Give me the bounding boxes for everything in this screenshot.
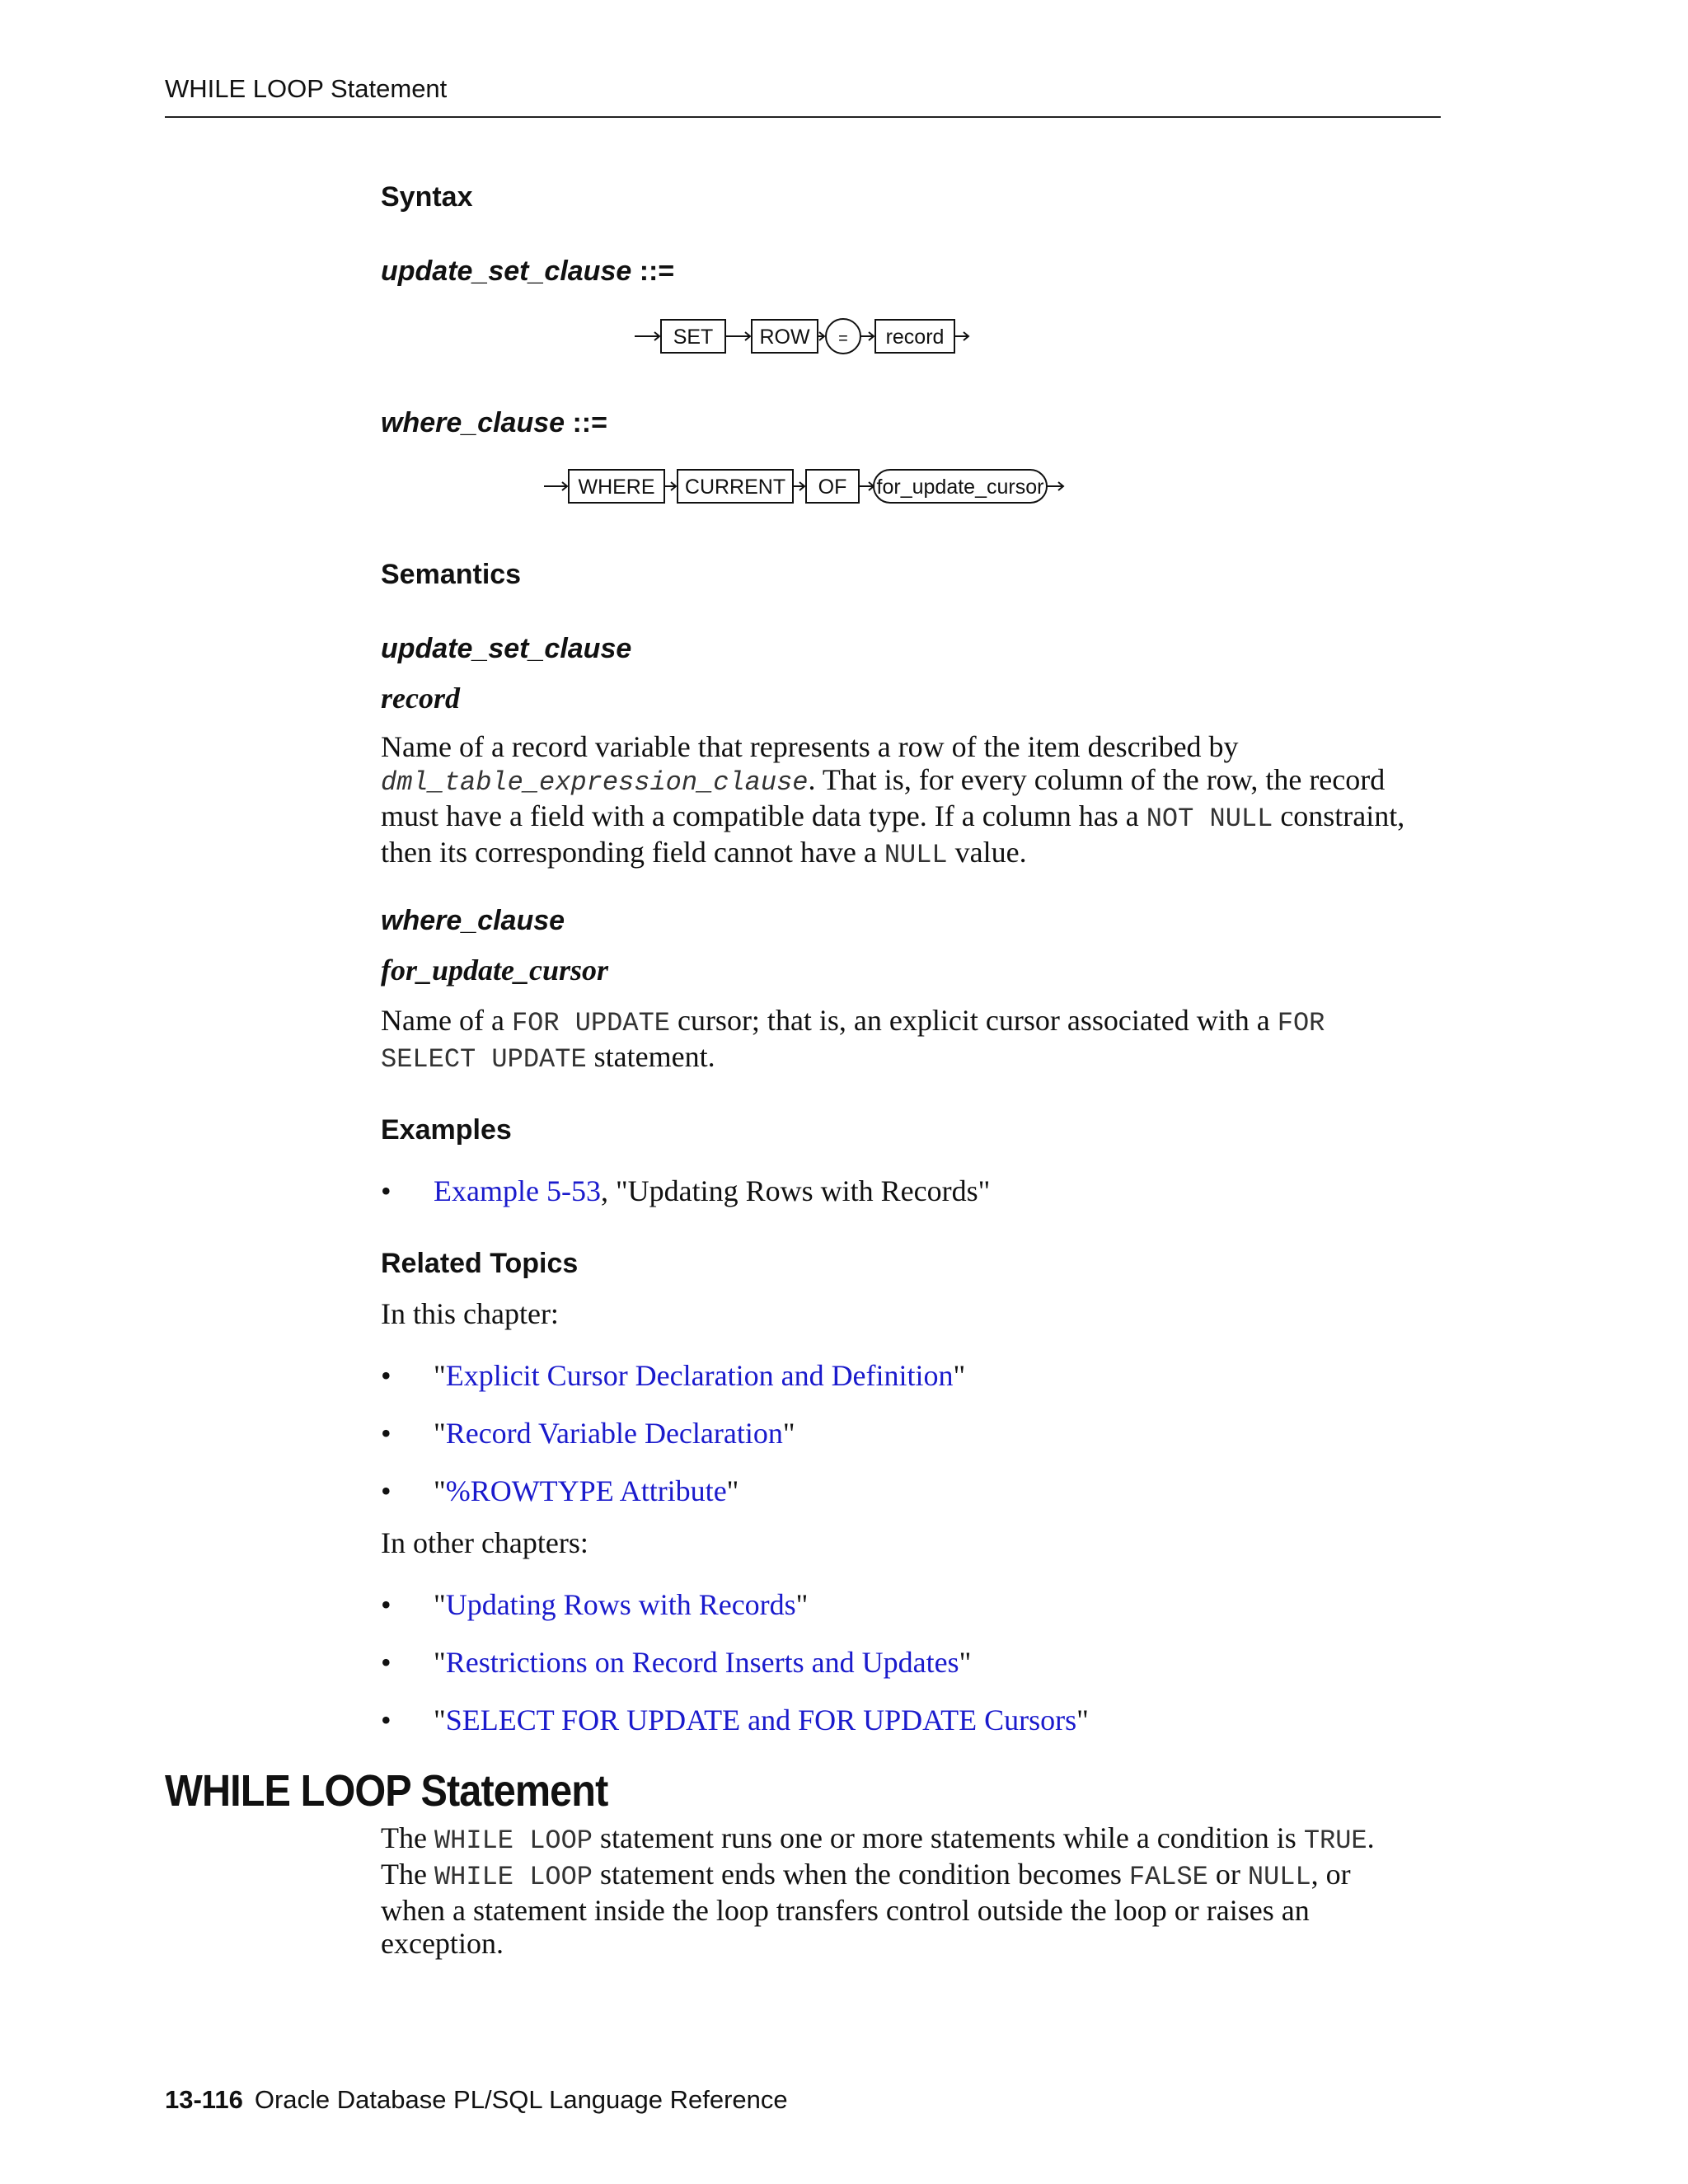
code-null: NULL [884,840,948,870]
where-clause-diagram [536,463,1071,513]
diagram-label-for-update-cursor: for_update_cursor [876,476,1044,499]
record-desc-line-4: then its corresponding field cannot have a NULL value. [381,836,1027,870]
production-name: update_set_clause [381,255,632,287]
syntax-heading: Syntax [381,181,473,213]
cursor-desc-line-1: Name of a FOR UPDATE cursor; that is, an explicit cursor associated with a FOR [381,1004,1325,1038]
example-link[interactable]: Example 5-53 [434,1174,601,1207]
semantics-heading: Semantics [381,559,522,590]
code-false: FALSE [1128,1862,1208,1892]
related-link[interactable]: Restrictions on Record Inserts and Updates [445,1646,959,1679]
in-other-chapters-label: In other chapters: [381,1526,588,1559]
related-topics-heading: Related Topics [381,1248,579,1279]
record-desc-line-1: Name of a record variable that represents a row of the item described by [381,730,1239,763]
while-desc-line-1: The WHILE LOOP statement runs one or more statements while a condition is TRUE. [381,1821,1375,1856]
production-name: where_clause [381,407,565,438]
bullet: • [381,1174,392,1207]
while-desc-line-3: when a statement inside the loop transfers control outside the loop or raises an [381,1894,1310,1927]
book-title: Oracle Database PL/SQL Language Reference [254,2085,788,2114]
term-record: record [381,682,460,715]
record-desc-line-2: dml_table_expression_clause. That is, for every column of the row, the record [381,763,1386,798]
examples-heading: Examples [381,1114,512,1146]
diagram-label-of: OF [818,476,847,499]
page-footer [165,2085,788,2115]
code-select-update: SELECT UPDATE [381,1044,587,1075]
section-title: WHILE LOOP Statement [165,1766,608,1816]
update-set-clause-heading: update_set_clause [381,633,632,664]
production-operator: ::= [565,407,607,438]
record-desc-line-3: must have a field with a compatible data type. If a column has a NOT NULL constraint, [381,799,1405,834]
for-update-cursor-description [381,1004,1452,1076]
where-clause-heading: where_clause [381,905,565,936]
while-desc-line-4: exception. [381,1927,504,1960]
diagram-label-set: SET [673,326,714,349]
diagram-label-equals: = [838,330,848,348]
code-for-update: FOR UPDATE [511,1008,670,1038]
code-while-loop: WHILE LOOP [434,1825,593,1856]
code-not-null: NOT NULL [1146,804,1273,834]
in-this-chapter-label: In this chapter: [381,1297,559,1330]
header-rule [165,116,1441,118]
term-for-update-cursor: for_update_cursor [381,954,609,987]
page-number: 13-116 [165,2085,243,2114]
record-description [381,730,1452,872]
related-link[interactable]: Record Variable Declaration [445,1417,783,1450]
related-link[interactable]: SELECT FOR UPDATE and FOR UPDATE Cursors [445,1704,1077,1736]
code-null: NULL [1247,1862,1311,1892]
running-header: WHILE LOOP Statement [165,74,448,103]
diagram-label-current: CURRENT [684,476,786,499]
diagram-label-record: record [885,326,945,349]
cursor-desc-line-2: SELECT UPDATE statement. [381,1040,715,1075]
related-link[interactable]: Updating Rows with Records [445,1588,796,1621]
while-loop-description [381,1821,1452,1960]
production-where-clause [381,407,607,439]
related-link[interactable]: Explicit Cursor Declaration and Definition [445,1359,954,1392]
code-dml-table-expression-clause: dml_table_expression_clause [381,767,809,798]
update-set-clause-diagram [626,313,973,363]
production-update-set-clause [381,255,674,288]
code-true: TRUE [1303,1825,1367,1856]
diagram-label-where: WHERE [578,476,655,499]
related-link[interactable]: %ROWTYPE Attribute [445,1474,727,1507]
while-desc-line-2: The WHILE LOOP statement ends when the condition becomes FALSE or NULL, or [381,1858,1351,1892]
production-operator: ::= [631,255,675,287]
diagram-label-row: ROW [759,326,810,349]
code-while-loop: WHILE LOOP [434,1862,593,1892]
code-for: FOR [1277,1008,1325,1038]
